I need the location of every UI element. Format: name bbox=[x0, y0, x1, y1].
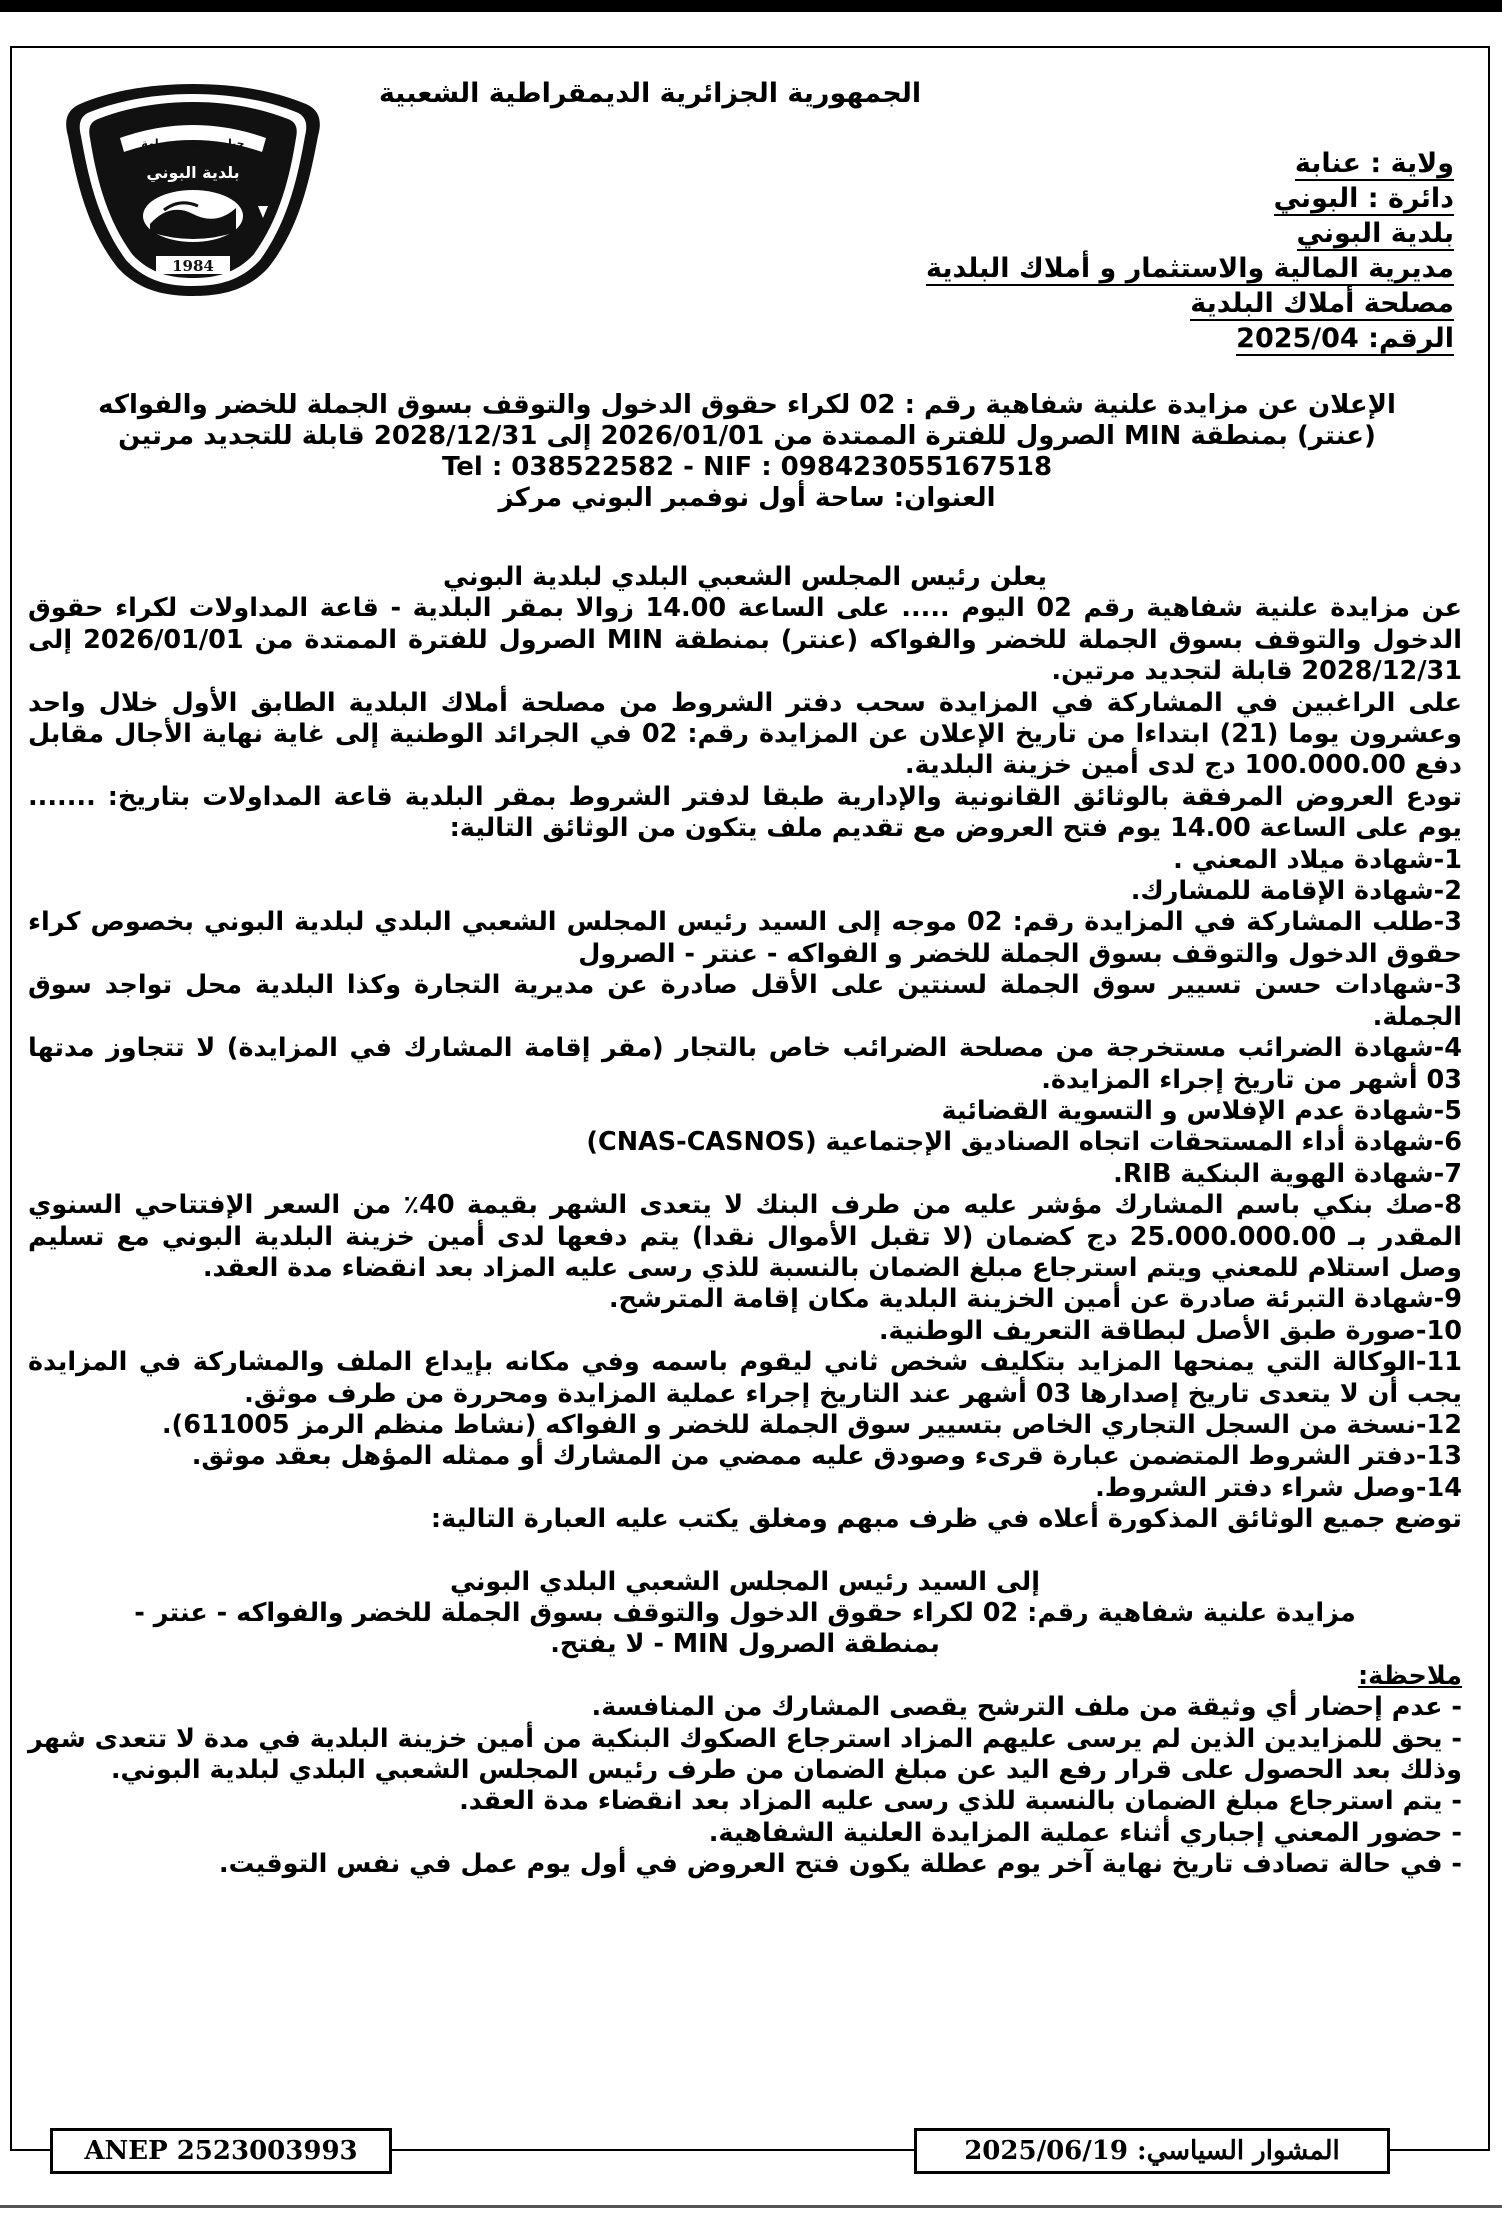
envelope-addressee: إلى السيد رئيس المجلس الشعبي البلدي البوني bbox=[450, 1566, 1040, 1597]
announcement-title bbox=[40, 390, 1454, 514]
top-rule bbox=[0, 0, 1502, 12]
wilaya-line: ولاية : عنابة bbox=[1294, 148, 1454, 179]
document-item: 9-شهادة التبرئة صادرة عن أمين الخزينة البلدية مكان إقامة المترشح. bbox=[608, 1284, 1462, 1315]
document-item: 8-صك بنكي باسم المشارك مؤشر عليه من طرف البنك لا يتعدى الشهر بقيمة 40٪ من السعر الإفتتاحي السنوي المقدر بـ 25.000.000.00 دج كضمان (لا تقبل الأموال نقدا) يتم دفعها لدى أمين خزينة البلدية البوني مع تسليم وصل استلام للمعني ويتم استرجاع مبلغ الضمان بالنسبة للذي رسى عليه المزاد بعد انقضاء مدة العقد. bbox=[28, 1190, 1463, 1283]
logo-name: بلدية البوني bbox=[146, 163, 240, 182]
notes-list bbox=[28, 1692, 1462, 1880]
commune-line: بلدية البوني bbox=[1296, 218, 1454, 249]
document-item: 2-شهادة الإقامة للمشارك. bbox=[1130, 876, 1462, 907]
daira-line: دائرة : البوني bbox=[1273, 183, 1454, 214]
envelope-instruction: توضع جميع الوثائق المذكورة أعلاه في ظرف مبهم ومغلق يكتب عليه العبارة التالية: bbox=[430, 1504, 1462, 1535]
document-item: 6-شهادة أداء المستحقات اتجاه الصناديق الإجتماعية (CNAS-CASNOS) bbox=[586, 1127, 1462, 1158]
note-item: - يتم استرجاع مبلغ الضمان بالنسبة للذي رسى عليه المزاد بعد انقضاء مدة العقد. bbox=[459, 1786, 1462, 1817]
document-item: 1-شهادة ميلاد المعني . bbox=[1173, 844, 1462, 875]
notes-title: ملاحظة: bbox=[1357, 1660, 1462, 1691]
document-item: 4-شهادة الضرائب مستخرجة من مصلحة الضرائب خاص بالتجار (مقر إقامة المشارك في المزايدة) لا تتجاوز مدتها 03 أشهر من تاريخ إجراء المزايدة. bbox=[28, 1033, 1462, 1095]
paragraph-auction: عن مزايدة علنية شفاهية رقم 02 اليوم ..... على الساعة 14.00 زوالا بمقر البلدية - قاعة المداولات لكراء حقوق الدخول والتوقف بسوق الجملة للخضر والفواكه (عنتر) بمنطقة MIN الصرول للفترة الممتدة من 2026/01/01 إلى 2028/12/31 قابلة لتجديد مرتين. bbox=[28, 593, 1462, 687]
announcement-body bbox=[28, 562, 1462, 1881]
document-item: 14-وصل شراء دفتر الشروط. bbox=[1095, 1472, 1462, 1503]
reference-number: الرقم: 2025/04 bbox=[1236, 323, 1454, 354]
document-item: 3-شهادات حسن تسيير سوق الجملة لسنتين على الأقل صادرة عن مديرية التجارة وكذا البلدية محل تواجد سوق الجملة. bbox=[28, 970, 1462, 1032]
note-item: - في حالة تصادف تاريخ نهاية آخر يوم عطلة يكون فتح العروض في أول يوم عمل في نفس التوقيت. bbox=[218, 1849, 1462, 1880]
contact-line: Tel : 038522582 - NIF : 09842305516751​8 bbox=[441, 452, 1053, 482]
service-line: مصلحة أملاك البلدية bbox=[1190, 288, 1454, 319]
required-documents-list bbox=[28, 845, 1462, 1505]
spacer bbox=[28, 1536, 1462, 1567]
document-item: 13-دفتر الشروط المتضمن عبارة قرىء وصودق عليه ممضي من المشارك أو ممثله المؤهل بعقد موثق. bbox=[191, 1441, 1462, 1472]
paragraph-submission: تودع العروض المرفقة بالوثائق القانونية والإدارية طبقا لدفتر الشروط بمقر البلدية قاعة المداولات بتاريخ: ....... يوم على الساعة 14.00 يوم فتح العروض مع تقديم ملف يتكون من الوثائق التالية: bbox=[28, 781, 1462, 844]
document-item: 7-شهادة الهوية البنكية RIB. bbox=[1113, 1158, 1462, 1189]
commune-emblem-logo bbox=[58, 78, 328, 300]
administrative-header bbox=[754, 146, 1454, 356]
logo-top-text: جيل تنمية مستدامة bbox=[141, 137, 245, 150]
anep-reference-box: ANEP 2523003993 bbox=[50, 2128, 392, 2174]
bottom-rule bbox=[0, 2205, 1502, 2208]
note-item: - عدم إحضار أي وثيقة من ملف الترشح يقصى المشارك من المنافسة. bbox=[591, 1692, 1462, 1723]
document-item: 3-طلب المشاركة في المزايدة رقم: 02 موجه إلى السيد رئيس المجلس الشعبي البلدي لبلدية البوني بخصوص كراء حقوق الدخول والتوقف بسوق الجملة للخضر و الفواكه - عنتر - الصرول bbox=[28, 907, 1462, 969]
document-item: 5-شهادة عدم الإفلاس و التسوية القضائية bbox=[941, 1095, 1462, 1126]
republic-heading: الجمهورية الجزائرية الديمقراطية الشعبية bbox=[378, 78, 922, 109]
note-item: - حضور المعني إجباري أثناء عملية المزايدة العلنية الشفاهية. bbox=[708, 1817, 1462, 1848]
envelope-subject-line-1: مزايدة علنية شفاهية رقم: 02 لكراء حقوق الدخول والتوقف بسوق الجملة للخضر والفواكه - عنتر - bbox=[134, 1598, 1356, 1628]
paragraph-withdrawal: على الراغبين في المشاركة في المزايدة سحب دفتر الشروط من مصلحة أملاك البلدية الطابق الأول خلال واحد وعشرون يوما (21) ابتداءا من تاريخ الإعلان عن المزايدة رقم: 02 في الجرائد الوطنية إلى غاية نهاية الأجال مقابل دفع 100.000.00 دج لدى أمين خزينة البلدية. bbox=[28, 687, 1462, 781]
title-line-1: الإعلان عن مزايدة علنية شفاهية رقم : 02 لكراء حقوق الدخول والتوقف بسوق الجملة للخضر والفواكه bbox=[98, 390, 1396, 420]
publication-date-box: المشوار السياسي: 2025/06/19 bbox=[914, 2128, 1390, 2174]
directorate-line: مديرية المالية والاستثمار و أملاك البلدية bbox=[926, 253, 1454, 284]
title-line-2: (عنتر) بمنطقة MIN الصرول للفترة الممتدة من 2026/01/01 إلى 2028/12/31 قابلة للتجديد مرتين bbox=[118, 421, 1376, 451]
document-item: 10-صورة طبق الأصل لبطاقة التعريف الوطنية. bbox=[878, 1315, 1462, 1346]
envelope-subject-line-2: بمنطقة الصرول MIN - لا يفتح. bbox=[550, 1629, 940, 1660]
document-item: 12-نسخة من السجل التجاري الخاص بتسيير سوق الجملة للخضر و الفواكه (نشاط منظم الرمز 611005). bbox=[161, 1409, 1462, 1440]
note-item: - يحق للمزايدين الذين لم يرسى عليهم المزاد استرجاع الصكوك البنكية من أمين خزينة البلدية في مدة لا تتعدى شهر وذلك بعد الحصول على قرار رفع اليد عن مبلغ الضمان من طرف رئيس المجلس الشعبي البلدي لبلدية البوني. bbox=[28, 1723, 1462, 1786]
logo-year: 1984 bbox=[172, 257, 214, 275]
address-line: العنوان: ساحة أول نوفمبر البوني مركز bbox=[498, 483, 996, 513]
announcer-line: يعلن رئيس المجلس الشعبي البلدي لبلدية البوني bbox=[443, 562, 1047, 592]
document-item: 11-الوكالة التي يمنحها المزايد بتكليف شخص ثاني ليقوم باسمه وفي مكانه بإيداع الملف والمشاركة في المزايدة يجب أن لا يتعدى تاريخ إصدارها 03 أشهر عند التاريخ إجراء عملية المزايدة ومحررة من طرف موثق. bbox=[28, 1347, 1462, 1409]
